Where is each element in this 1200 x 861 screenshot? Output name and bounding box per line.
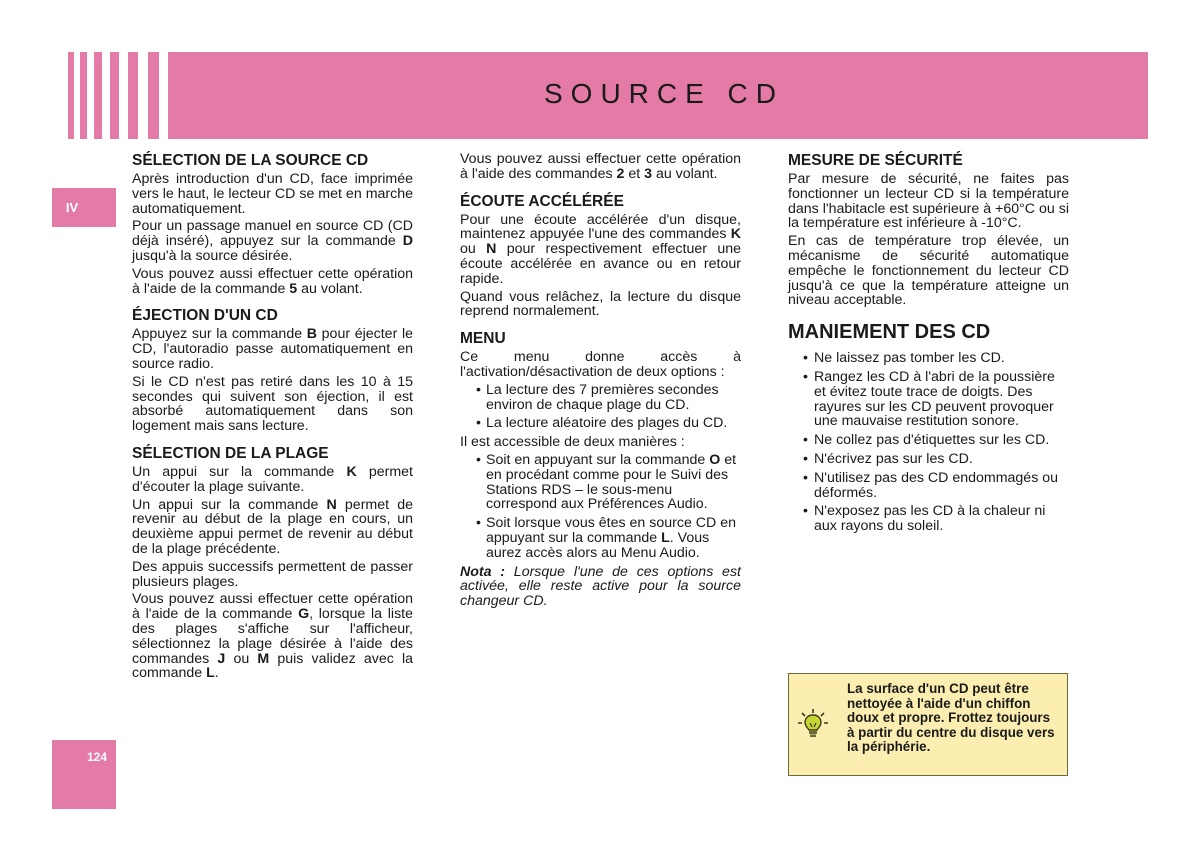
tip-text: La surface d'un CD peut être nettoyée à l'aide d'un chiffon doux et propre. Frottez toujours à partir du centre du disque vers la périphérie. <box>847 681 1055 755</box>
column-2 <box>460 152 741 612</box>
page-number: 124 <box>87 750 108 764</box>
paragraph: Vous pouvez aussi effectuer cette opération à l'aide de la commande 5 au volant. <box>132 265 413 297</box>
column-3 <box>788 152 1069 538</box>
list-item: • La lecture aléatoire des plages du CD. <box>460 416 741 431</box>
list-item: • La lecture des 7 premières secondes environ de chaque plage du CD. <box>460 383 741 413</box>
lightbulb-icon <box>797 708 829 740</box>
nota: Nota : Lorsque l'une de ces options est activée, elle reste active pour la source changeur CD. <box>460 563 741 610</box>
column-1 <box>132 152 413 684</box>
section-title-source-cd: SÉLECTION DE LA SOURCE CD <box>132 152 369 169</box>
list-item: • N'écrivez pas sur les CD. <box>788 452 1069 467</box>
page-number-tab <box>52 740 116 809</box>
paragraph: Il est accessible de deux manières : <box>460 434 685 451</box>
list-item: • N'utilisez pas des CD endommagés ou déformés. <box>788 471 1069 501</box>
section-title-maniement: MANIEMENT DES CD <box>788 321 991 344</box>
paragraph: Par mesure de sécurité, ne faites pas fonctionner un lecteur CD si la température dans l'habitacle est supérieure à +60°C ou si la température est inférieure à -10°C. <box>788 171 1069 232</box>
chapter-tab <box>52 188 116 227</box>
header-banner <box>180 52 1148 139</box>
paragraph: Un appui sur la commande N permet de revenir au début de la plage en cours, un deuxième appui permet de revenir au début de la plage précédente. <box>132 496 413 557</box>
paragraph: Vous pouvez aussi effectuer cette opération à l'aide de la commande G, lorsque la liste des plages s'affiche sur l'afficheur, sélectionnez la plage désirée à l'aide des commandes J ou M puis validez avec la commande L. <box>132 591 413 682</box>
list-item: • Rangez les CD à l'abri de la poussière et évitez toute trace de doigts. Des rayures sur les CD peuvent provoquer une mauvaise restitution sonore. <box>788 370 1069 429</box>
handling-list <box>788 351 1069 534</box>
paragraph: En cas de température trop élevée, un mécanisme de sécurité automatique empêche le fonctionnement du lecteur CD jusqu'à ce que la température atteigne un niveau acceptable. <box>788 233 1069 309</box>
section-title-ecoute-acceleree: ÉCOUTE ACCÉLÉRÉE <box>460 192 624 210</box>
paragraph: Vous pouvez aussi effectuer cette opération à l'aide des commandes 2 et 3 au volant. <box>460 151 741 182</box>
paragraph: Appuyez sur la commande B pour éjecter le CD, l'autoradio passe automatiquement en source radio. <box>132 326 413 372</box>
list-item: • Ne collez pas d'étiquettes sur les CD. <box>788 433 1069 448</box>
menu-options-list <box>460 383 741 431</box>
paragraph: Pour un passage manuel en source CD (CD déjà inséré), appuyez sur la commande D jusqu'à la source désirée. <box>132 218 413 264</box>
paragraph: Quand vous relâchez, la lecture du disque reprend normalement. <box>460 288 741 320</box>
tip-box <box>788 673 1068 776</box>
list-item: • N'exposez pas les CD à la chaleur ni aux rayons du soleil. <box>788 504 1069 534</box>
paragraph: Si le CD n'est pas retiré dans les 10 à 15 secondes qui suivent son éjection, il est absorbé automatiquement dans son logement mais sans lecture. <box>132 373 413 435</box>
list-item: • Soit en appuyant sur la commande O et en procédant comme pour le Suivi des Stations RDS – le sous-menu correspond aux Préférences Audio. <box>460 453 741 512</box>
header-stripes <box>68 52 180 139</box>
chapter-label: IV <box>65 200 79 215</box>
section-title-menu: MENU <box>460 330 506 348</box>
paragraph: Ce menu donne accès à l'activation/désactivation de deux options : <box>460 349 741 380</box>
list-item: • Soit lorsque vous êtes en source CD en appuyant sur la commande L. Vous aurez accès alors au Menu Audio. <box>460 516 741 560</box>
paragraph: Pour une écoute accélérée d'un disque, maintenez appuyée l'une des commandes K ou N pour respectivement effectuer une écoute accélérée en avance ou en retour rapide. <box>460 211 741 287</box>
list-item: • Ne laissez pas tomber les CD. <box>788 351 1069 366</box>
access-methods-list <box>460 453 741 561</box>
section-title-securite: MESURE DE SÉCURITÉ <box>788 152 963 169</box>
paragraph: Après introduction d'un CD, face imprimée vers le haut, le lecteur CD se met en marche automatiquement. <box>132 171 413 217</box>
paragraph: Des appuis successifs permettent de passer plusieurs plages. <box>132 558 413 590</box>
section-title-ejection: ÉJECTION D'UN CD <box>132 307 278 325</box>
paragraph: Un appui sur la commande K permet d'écouter la plage suivante. <box>132 463 413 495</box>
section-title-selection-plage: SÉLECTION DE LA PLAGE <box>132 444 329 462</box>
page-title: SOURCE CD <box>543 78 784 109</box>
